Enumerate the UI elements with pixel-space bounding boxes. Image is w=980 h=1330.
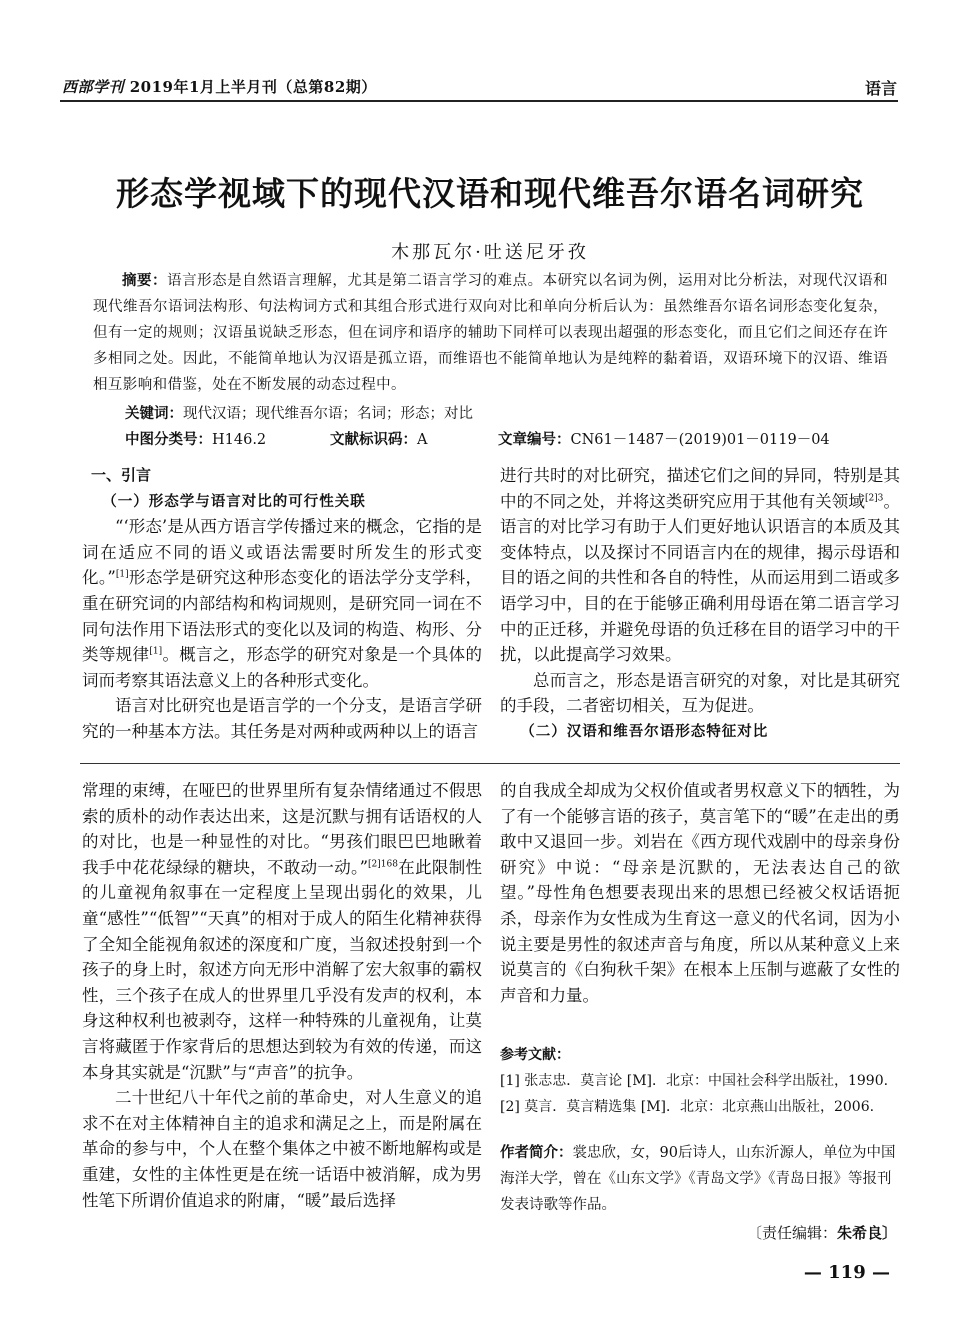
- paragraph: 语言对比研究也是语言学的一个分支，是语言学研究的一种基本方法。其任务是对两种或两种以上的语言: [82, 696, 482, 741]
- journal-name: 西部学刊: [62, 78, 125, 96]
- article-number-value: CN61－1487－(2019)01－0119－04: [570, 432, 830, 448]
- clc-number: [125, 428, 266, 449]
- paragraph: 的自我成全却成为父权价值或者男权意义下的牺牲，为了有一个能够言语的孩子，莫言笔下的“暖”在走出的勇敢中又退回一步。刘岩在《西方现代戏剧中的母亲身份研究》中说：“母亲是沉默的，无法表达自己的欲望。”母性角色想要表现出来的思想已经被父权话语扼杀，母亲作为女性成为生育这一意义的代名词，因为小说主要是男性的叙述声音与角度，所以从某种意义上来说莫言的《白狗秋千架》在根本上压制与遮蔽了女性的声音和力量。: [500, 781, 900, 1005]
- upper-right-column: [500, 463, 900, 745]
- paragraph-text: 进行共时的对比研究，描述它们之间的异同，特别是其中的不同之处，并将这类研究应用于其他有关领域: [500, 466, 900, 511]
- lower-left-column: [82, 778, 482, 1213]
- keywords-label: 关键词：: [125, 405, 183, 422]
- header-rule: [60, 100, 898, 102]
- editor-name: 朱希良〕: [836, 1224, 897, 1242]
- lower-right-column: [500, 778, 900, 1008]
- journal-header: [62, 76, 377, 97]
- doc-code-label: 文献标识码：: [330, 431, 417, 448]
- citation: [1]: [149, 646, 163, 657]
- upper-left-column: [82, 463, 482, 745]
- references: [500, 1042, 900, 1120]
- author-bio: [500, 1140, 900, 1218]
- article-divider: [80, 763, 900, 764]
- citation: [2]168: [368, 859, 398, 870]
- paragraph-text: 常理的束缚，在哑巴的世界里所有复杂情绪通过不假思索的质朴的动作表达出来，这是沉默与拥有话语权的人的对比，也是一种显性的对比。“男孩们眼巴巴地瞅着我手中花花绿绿的糖块，不敢动一动。”: [82, 781, 482, 877]
- subsection-heading-2: （二）汉语和维吾尔语形态特征对比: [520, 722, 769, 740]
- doc-code-value: A: [417, 432, 428, 448]
- keywords: [125, 402, 473, 423]
- article-number-label: 文章编号：: [498, 431, 571, 448]
- clc-label: 中图分类号：: [125, 431, 212, 448]
- paragraph: 总而言之，形态是语言研究的对象，对比是其研究的手段，二者密切相关，互为促进。: [500, 670, 900, 716]
- paragraph: [82, 514, 482, 693]
- abstract-text: 语言形态是自然语言理解，尤其是第二语言学习的难点。本研究以名词为例，运用对比分析法，对现代汉语和现代维吾尔语词法构形、句法构词方式和其组合形式进行双向对比和单向分析后认为：虽然维吾尔语名词形态变化复杂，但有一定的规则；汉语虽说缺乏形态，但在词序和语序的辅助下同样可以表现出超强的形态变化，而且它们之间还存在许多相同之处。因此，不能简单地认为汉语是孤立语，而维语也不能简单地认为是纯粹的黏着语，双语环境下的汉语、维语相互影响和借鉴，处在不断发展的动态过程中。: [93, 273, 889, 393]
- editor-label: 〔责任编辑：: [746, 1224, 837, 1242]
- clc-value: H146.2: [212, 432, 267, 448]
- abstract: [93, 268, 888, 398]
- article-title: 形态学视域下的现代汉语和现代维吾尔语名词研究: [116, 174, 864, 213]
- author-bio-text: 裳忠欣，女，90后诗人，山东沂源人，单位为中国海洋大学，曾在《山东文学》《青岛文学》《青岛日报》等报刊发表诗歌等作品。: [500, 1145, 896, 1213]
- section-label: 语言: [864, 79, 897, 98]
- article-author: 木那瓦尔·吐送尼牙孜: [391, 242, 589, 263]
- issue-info: 2019年1月上半月刊（总第82期）: [129, 78, 377, 96]
- paragraph-text: 在此限制性的儿童视角叙事在一定程度上呈现出弱化的效果，儿童“感性”“低智”“天真”的相对于成人的陌生化精神获得了全知全能视角叙述的深度和广度，当叙述投射到一个孩子的身上时，叙述方向无形中消解了宏大叙事的霸权性，三个孩子在成人的世界里几乎没有发声的权利，本身这种权利也被剥夺，这样一种特殊的儿童视角，让莫言将藏匿于作家背后的思想达到较为有效的传递，而这本身其实就是“沉默”与“声音”的抗争。: [82, 857, 482, 1082]
- abstract-label: 摘要：: [122, 272, 168, 289]
- paragraph: [82, 778, 482, 1085]
- paragraph-text: 。概言之，形态学的研究对象是一个具体的词而考察其语法意义上的各种形式变化。: [82, 645, 483, 690]
- article-number: [498, 428, 830, 449]
- citation: [2]3: [864, 493, 884, 504]
- reference-item: [2] 莫言．莫言精选集 [M]．北京：北京燕山出版社，2006.: [500, 1099, 875, 1115]
- responsible-editor: [747, 1222, 897, 1243]
- keywords-text: 现代汉语；现代维吾尔语；名词；形态；对比: [183, 406, 473, 422]
- author-bio-label: 作者简介：: [500, 1145, 573, 1161]
- reference-item: [1] 张志忠．莫言论 [M]．北京：中国社会科学出版社，1990.: [500, 1073, 889, 1089]
- references-heading: 参考文献：: [500, 1047, 570, 1063]
- paragraph: 二十世纪八十年代之前的革命史，对人生意义的追求不在对主体精神自主的追求和满足之上，而是附属在革命的参与中，个人在整个集体之中被不断地解构或是重建，女性的主体性更是在统一话语中被消解，成为男性笔下所谓价值追求的附庸，“暖”最后选择: [82, 1088, 482, 1210]
- citation: [1]: [115, 569, 129, 580]
- paragraph-text: “‘形态’是从西方语言学传播过来的概念，它指的是词在适应不同的语义或语法需要时所发生的形式变化。”: [82, 517, 482, 588]
- paragraph-text: 形态学是研究这种形态变化的语法学分支学科，重在研究词的内部结构和构词规则，是研究同一词在不同句法作用下语法形式的变化以及词的构造、构形、分类等规律: [82, 568, 482, 665]
- doc-code: [330, 428, 427, 449]
- section-heading-intro: 一、引言: [91, 466, 152, 484]
- page-number: — 119 —: [803, 1262, 890, 1283]
- paragraph-text: 。语言的对比学习有助于人们更好地认识语言的本质及其变体特点，以及探讨不同语言内在的规律，揭示母语和目的语之间的共性和各自的特性，从而运用到二语或多语学习中，目的在于能够正确利用母语在第二语言学习中的正迁移，并避免母语的负迁移在目的语学习中的干扰，以此提高学习效果。: [500, 491, 901, 665]
- paragraph: [500, 463, 900, 668]
- subsection-heading-1: （一）形态学与语言对比的可行性关联: [102, 492, 366, 510]
